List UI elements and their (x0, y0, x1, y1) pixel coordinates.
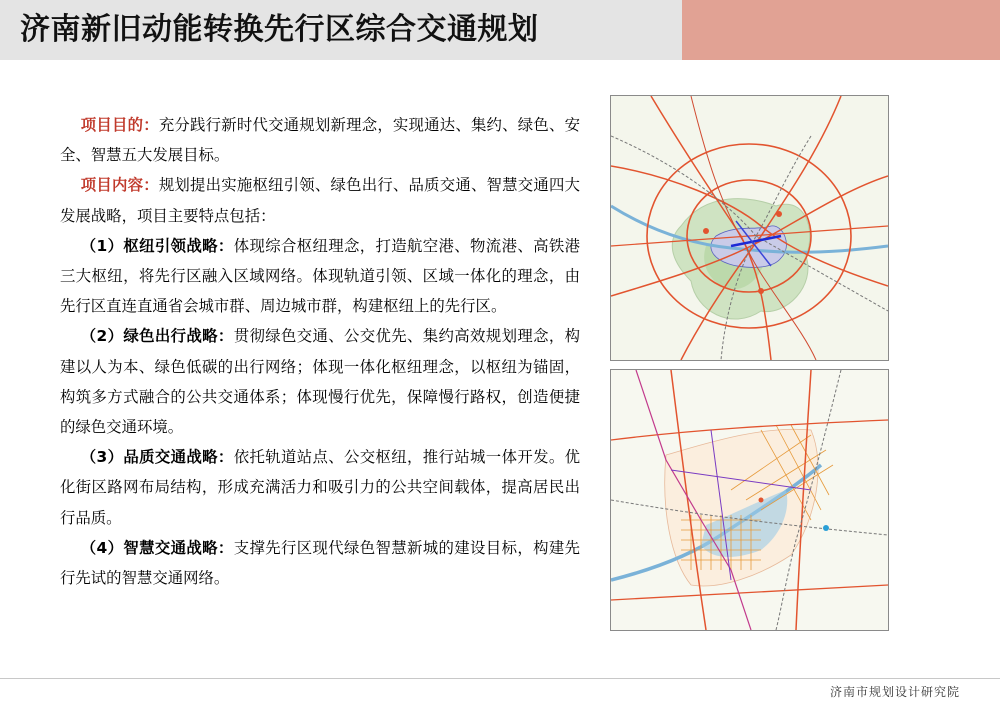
scope-paragraph (60, 170, 580, 230)
strategy-1-text: 体现综合枢纽理念，打造航空港、物流港、高铁港三大枢纽，将先行区融入区域网络。体现轨道引领、区域一体化的理念，由先行区直连直通省会城市群、周边城市群，构建枢纽上的先行区。 (60, 236, 580, 316)
scope-text: 规划提出实施枢纽引领、绿色出行、品质交通、智慧交通四大发展战略，项目主要特点包括： (60, 176, 580, 225)
strategy-4-text: 支撑先行区现代绿色智慧新城的建设目标，构建先行先试的智慧交通网络。 (60, 538, 580, 588)
footer-divider (0, 678, 1000, 679)
goal-paragraph (60, 110, 580, 170)
footer-organization: 济南市规划设计研究院 (829, 685, 960, 699)
strategy-3-label: （3）品质交通战略： (80, 448, 234, 467)
strategy-3-text: 依托轨道站点、公交枢纽，推行站城一体开发。优化街区路网布局结构，形成充满活力和吸引力的公共空间载体，提高居民出行品质。 (60, 448, 580, 527)
content-text (60, 110, 580, 593)
strategy-1-label: （1）枢纽引领战略： (80, 236, 234, 255)
strategy-1 (60, 231, 580, 322)
page-title: 济南新旧动能转换先行区综合交通规划 (20, 12, 539, 47)
regional-hub-map-graphic (611, 96, 888, 360)
regional-hub-map (610, 95, 889, 361)
zone-network-map-graphic (611, 370, 888, 630)
strategy-2-label: （2）绿色出行战略： (80, 327, 234, 346)
scope-label: 项目内容： (80, 176, 159, 195)
strategy-4-label: （4）智慧交通战略： (80, 538, 234, 557)
strategy-3 (60, 442, 580, 533)
goal-text: 充分践行新时代交通规划新理念，实现通达、集约、绿色、安全、智慧五大发展目标。 (60, 116, 580, 165)
header-accent-block (682, 0, 1000, 60)
strategy-4 (60, 533, 580, 593)
goal-label: 项目目的： (80, 116, 159, 134)
zone-network-map (610, 369, 889, 631)
strategy-2 (60, 321, 580, 442)
strategy-2-text: 贯彻绿色交通、公交优先、集约高效规划理念，构建以人为本、绿色低碳的出行网络；体现一体化枢纽理念，以枢纽为锚固，构筑多方式融合的公共交通体系；体现慢行优先，保障慢行路权，创造便捷的绿色交通环境。 (60, 327, 580, 437)
